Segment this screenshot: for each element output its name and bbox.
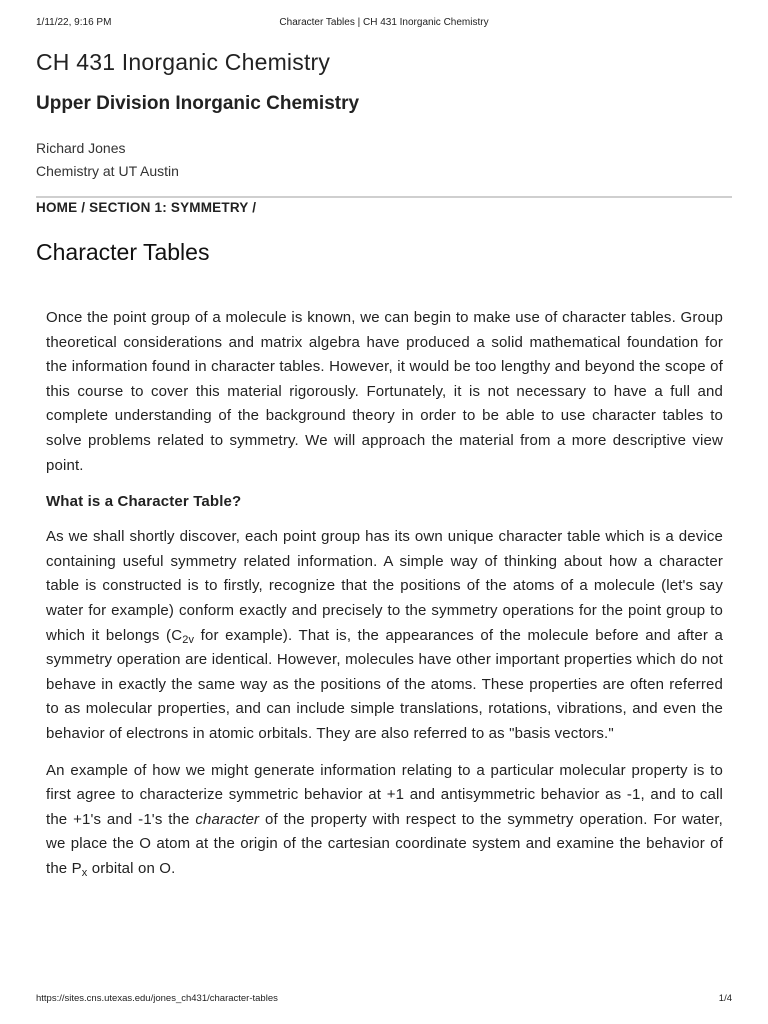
paragraph — [46, 525, 723, 746]
paragraph-text: for example). That is, the appearances of the molecule before and after a symmetry operation are identical. However, molecules have other important properties which do not behave in exactly the same way as the positions of the atoms. These properties are often referred to as molecular properties, and can include simple translations, rotations, vibrations, and even the behavior of electrons in atomic orbitals. They are also referred to as "basis vectors." — [46, 626, 724, 742]
print-header — [36, 17, 732, 31]
site-title[interactable]: CH 431 Inorganic Chemistry — [36, 49, 331, 75]
site-subtitle: Upper Division Inorganic Chemistry — [36, 93, 360, 114]
paragraph-text: of the property with respect to the symmetry operation. For water, we place the O atom at the origin of the cartesian coordinate system and examine the behavior of the P — [46, 810, 723, 877]
emphasis-text: character — [195, 810, 260, 828]
article-content — [46, 306, 723, 893]
breadcrumb-home-link[interactable]: HOME — [36, 200, 78, 215]
intro-paragraph: Once the point group of a molecule is known, we can begin to make use of character tables. Group theoretical considerations and matrix algebra have produced a solid mathematical foundation for the information found in character tables. However, it would be too lengthy and beyond the scope of this course to cover this material rigorously. Fortunately, it is not necessary to have a full and complete understanding of the background theory in order to be able to use character tables to solve problems related to symmetry. We will approach the material from a more descriptive view point. — [46, 309, 723, 474]
paragraph-text: As we shall shortly discover, each point group has its own unique character table which is a device containing useful symmetry related information. A simple way of thinking about how a character table is constructed is to firstly, recognize that the positions of the atoms of a molecule (let's say water for example) conform exactly and precisely to the symmetry operations for the point group to which it belongs (C — [46, 528, 723, 644]
paragraph-text: An example of how we might generate information relating to a particular molecular property is to first agree to characterize symmetric behavior at +1 and antisymmetric behavior as -1, and to call the +1's and -1's the — [46, 761, 723, 828]
print-datetime: 1/11/22, 9:16 PM — [36, 17, 112, 28]
page-title: Character Tables — [36, 239, 210, 265]
breadcrumb-separator: / — [248, 200, 257, 215]
section-heading: What is a Character Table? — [46, 493, 242, 511]
author-block — [36, 137, 179, 183]
print-url[interactable]: https://sites.cns.utexas.edu/jones_ch431/character-tables — [36, 993, 278, 1004]
paragraph-text: orbital on O. — [87, 859, 176, 877]
breadcrumb-separator: / — [77, 200, 90, 215]
subscript: x — [81, 866, 88, 879]
author-name: Richard Jones — [36, 140, 126, 156]
print-page-number: 1/4 — [718, 993, 732, 1004]
breadcrumb — [36, 200, 256, 215]
breadcrumb-section-link[interactable]: SECTION 1: SYMMETRY — [89, 200, 249, 215]
author-affiliation: Chemistry at UT Austin — [36, 163, 179, 179]
subscript: 2v — [182, 633, 195, 646]
header-divider — [36, 196, 732, 198]
print-document-title: Character Tables | CH 431 Inorganic Chemistry — [279, 17, 489, 28]
paragraph — [46, 759, 723, 882]
